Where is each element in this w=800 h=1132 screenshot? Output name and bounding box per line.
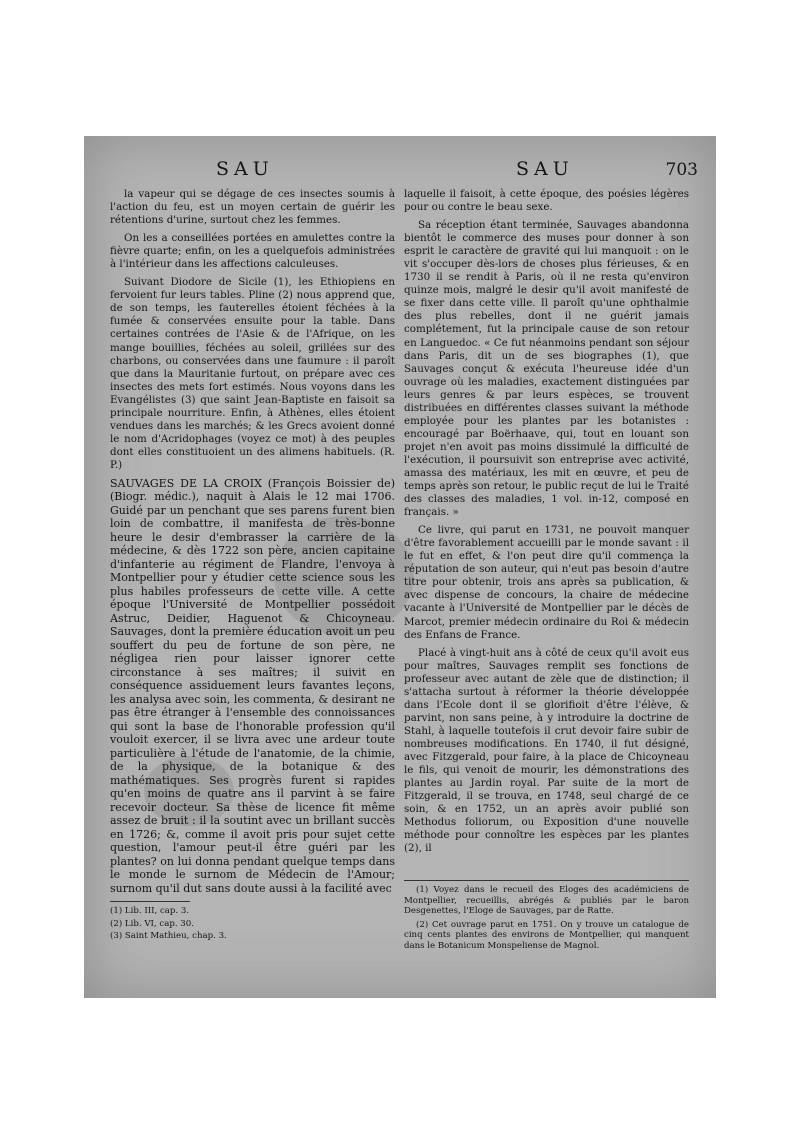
footnote: (1) Lib. III, cap. 3. [110,906,190,916]
footnotes-left [110,901,395,944]
paragraph: Sa réception étant terminée, Sauvages abandonna bientôt le commerce des muses pour donner à son esprit le caractère de gravité qui lui manquoit : on le vit s'occuper dès-lors de choses plus férieuses, & en 1730 il se rendit à Paris, où il ne resta qu'environ quinze mois, malgré le desir qu'il avoit manifesté de se fixer dans cette ville. Il paroît qu'une ophthalmie des plus rebelles, dont il ne guérit jamais complétement, fut la principale cause de son retour en Languedoc. « Ce fut néanmoins pendant son séjour dans Paris, dit un de ses biographes (1), que Sauvages conçut & exécuta l'heureuse idée d'un ouvrage où les maladies, exactement distinguées par leurs genres & par leurs espèces, se trouvent distribuées en différentes classes suivant la méthode employée pour les plantes par les botanistes : encouragé par Boërhaave, qui, tout en louant son projet n'en avoit pas moins dissimulé la difficulté de l'exécution, il poursuivit son entreprise avec activité, amassa des matériaux, les mit en œuvre, et peu de temps après son retour, le public reçut de lui le Traité des classes des maladies, 1 vol. in-12, composé en français. » [404,219,689,519]
footnote: (2) Cet ouvrage parut en 1751. On y trouve un catalogue de cinq cents plantes des environs de Montpellier, qui manquent dans le Botanicum Monspeliense de Magnol. [404,919,689,951]
footnote: (1) Voyez dans le recueil des Eloges des académiciens de Montpellier, recueillis, abrégés & publiés par le baron Desgenettes, l'Eloge de Sauvages, par de Ratte. [404,885,689,916]
footnote-rule [110,901,190,902]
left-column [110,188,395,900]
footnotes-right [404,880,689,954]
footnote: (3) Saint Mathieu, chap. 3. [110,931,227,941]
paragraph: la vapeur qui se dégage de ces insectes soumis à l'action du feu, est un moyen certain de guérir les rétentions d'urine, surtout chez les femmes. [110,188,395,227]
paragraph: laquelle il faisoit, à cette époque, des poésies légères pour ou contre le beau sexe. [404,188,689,214]
footnote: (2) Lib. VI, cap. 30. [110,918,194,929]
running-head-right: SAU [516,158,574,180]
footnote-rule [404,880,689,881]
paragraph: On les a conseillées portées en amulettes contre la fièvre quarte; enfin, on les a quelquefois administrées à l'intérieur dans les affections calculeuses. [110,232,395,271]
paragraph: Suivant Diodore de Sicile (1), les Ethiopiens en fervoient fur leurs tables. Pline (2) nous apprend que, de son temps, les fauterelles étoient féchées à la fumée & conservées ensuite pour la table. Dans certaines contrées de l'Asie & de l'Afrique, on les mange bouillies, féchées au soleil, grillées sur des charbons, ou conservées dans une faumure : il paroît que dans la Mauritanie furtout, on prépare avec ces insectes des mets fort estimés. Nous voyons dans les Evangélistes (3) que saint Jean-Baptiste en faisoit sa principale nourriture. Enfin, à Athènes, elles étoient vendues dans les marchés; & les Grecs avoient donné le nom d'Acridophages (voyez ce mot) à des peuples dont elles constituoient un des alimens habituels. (R. P.) [110,276,395,471]
article-entry: SAUVAGES DE LA CROIX (François Boissier de) (Biogr. médic.), naquit à Alais le 12 mai 1706. Guidé par un penchant que ses parens furent bien loin de combattre, il manifesta de très-bonne heure le desir d'embrasser la carrière de la médecine, & dès 1722 son père, ancien capitaine d'infanterie au régiment de Flandre, l'envoya à Montpellier pour y étudier cette science sous les plus habiles professeurs de cette ville. A cette époque l'Université de Montpellier possédoit Astruc, Deidier, Haguenot & Chicoyneau. Sauvages, dont la première éducation avoit un peu souffert du peu de fortune de son père, ne négligea rien pour laisser ignorer cette circonstance à ses maîtres; il suivit en conséquence assiduement leurs favantes leçons, les analysa avec soin, les commenta, & desirant ne pas être étranger à l'ensemble des connoissances qui sont la base de l'honorable profession qu'il vouloit exercer, il se livra avec une ardeur toute particulière à l'étude de l'anatomie, de la chimie, de la physique, de la botanique & des mathématiques. Ses progrès furent si rapides qu'en moins de quatre ans il parvint à se faire recevoir docteur. Sa thèse de licence fit même assez de bruit : il la soutint avec un brillant succès en 1726; &, comme il avoit pris pour sujet cette question, l'amour peut-il être guéri par les plantes? on lui donna pendant quelque temps dans le monde le surnom de Médecin de l'Amour; surnom qu'il dut sans doute aussi à la facilité avec [110,476,395,895]
page-number: 703 [665,160,698,180]
scanned-page [84,136,716,998]
paragraph: Placé à vingt-huit ans à côté de ceux qu'il avoit eus pour maîtres, Sauvages remplit ses fonctions de professeur avec autant de zèle que de distinction; il s'attacha surtout à réformer la théorie développée dans l'Ecole dont il se glorifioit d'être l'élève, & parvint, non sans peine, à y introduire la doctrine de Stahl, à laquelle toutefois il crut devoir faire subir de nombreuses modifications. En 1740, il fut désigné, avec Fitzgerald, pour faire, à la place de Chicoyneau le fils, qui venoit de mourir, les démonstrations des plantes au Jardin royal. Par suite de la mort de Fitzgerald, il se trouva, en 1748, seul chargé de ce soin, & en 1752, un an après avoir publié son Methodus foliorum, ou Exposition d'une nouvelle méthode pour connoître les espèces par les plantes (2), il [404,646,689,855]
running-head-left: SAU [216,158,274,180]
right-column [404,188,689,860]
paragraph: Ce livre, qui parut en 1731, ne pouvoit manquer d'être favorablement accueilli par le monde savant : il le fut en effet, & l'on peut dire qu'il commença la réputation de son auteur, qui n'eut pas besoin d'autre titre pour obtenir, trois ans après sa publication, & avec dispense de concours, la chaire de médecine vacante à l'Université de Montpellier par le décès de Marcot, premier médecin ordinaire du Roi & médecin des Enfans de France. [404,524,689,641]
